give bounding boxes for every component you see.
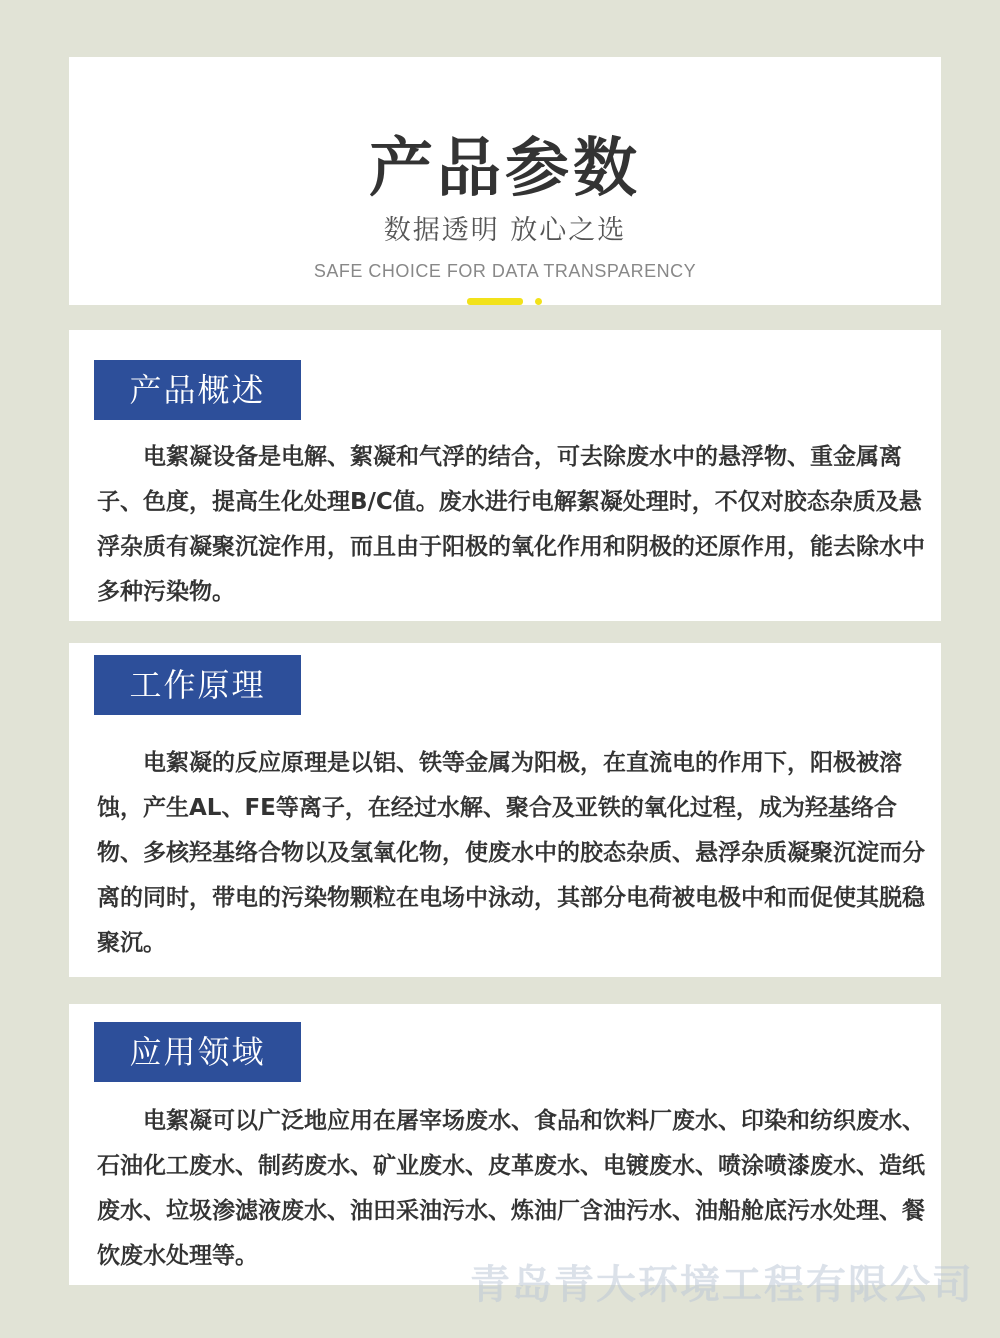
section-card-principle — [69, 643, 941, 977]
section-label-overview: 产品概述 — [94, 360, 301, 420]
section-card-overview — [69, 330, 941, 621]
accent-bar — [467, 298, 523, 305]
section-label-application: 应用领域 — [94, 1022, 301, 1082]
subtitle-chinese: 数据透明 放心之选 — [383, 215, 627, 246]
section-text-principle: 电絮凝的反应原理是以铝、铁等金属为阳极，在直流电的作用下，阳极被溶蚀，产生AL、FE等离子，在经过水解、聚合及亚铁的氧化过程，成为羟基络合物、多核羟基络合物以及氢氧化物，使废水中的胶态杂质、悬浮杂质凝聚沉淀而分离的同时，带电的污染物颗粒在电场中泳动，其部分电荷被电极中和而促使其脱稳聚沉。 — [97, 750, 925, 956]
accent-dot — [535, 298, 542, 305]
header-card — [69, 57, 941, 305]
section-text-application: 电絮凝可以广泛地应用在屠宰场废水、食品和饮料厂废水、印染和纺织废水、石油化工废水、制药废水、矿业废水、皮革废水、电镀废水、喷涂喷漆废水、造纸废水、垃圾渗滤液废水、油田采油污水、炼油厂含油污水、油船舱底污水处理、餐饮废水处理等。 — [97, 1108, 925, 1269]
section-card-application — [69, 1004, 941, 1285]
subtitle-english: SAFE CHOICE FOR DATA TRANSPARENCY — [313, 261, 697, 281]
company-watermark: 青岛青大环境工程有限公司 — [470, 1262, 974, 1308]
section-label-principle: 工作原理 — [94, 655, 301, 715]
section-text-overview: 电絮凝设备是电解、絮凝和气浮的结合，可去除废水中的悬浮物、重金属离子、色度，提高生化处理B/C值。废水进行电解絮凝处理时，不仅对胶态杂质及悬浮杂质有凝聚沉淀作用，而且由于阳极的氧化作用和阴极的还原作用，能去除水中多种污染物。 — [97, 444, 925, 605]
page-title: 产品参数 — [369, 132, 641, 206]
